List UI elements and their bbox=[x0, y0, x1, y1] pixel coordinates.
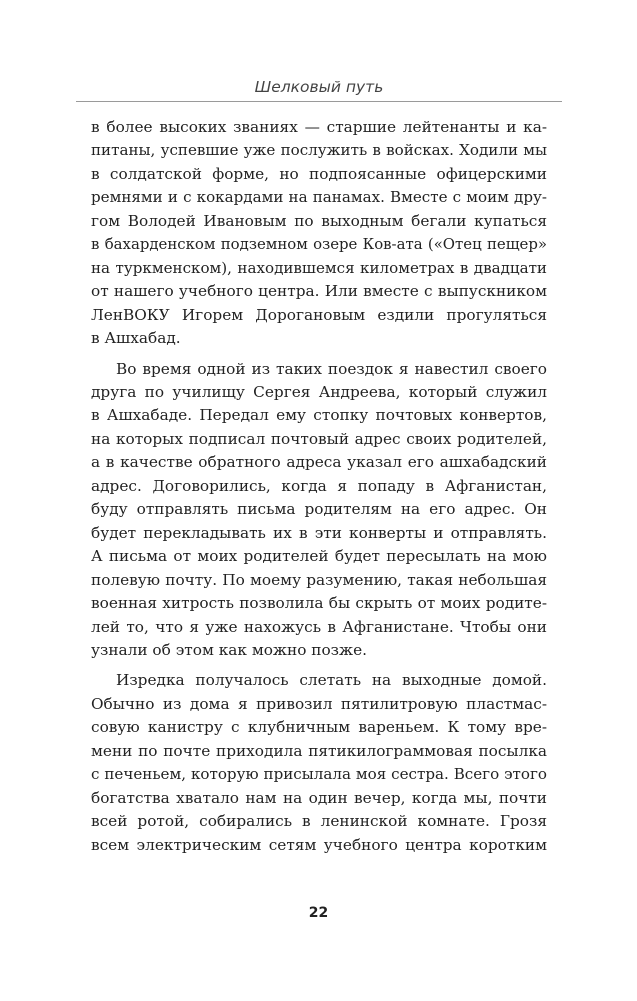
page-number: 22 bbox=[308, 905, 329, 921]
text-line: Изредка получалось слетать на выходные домой. bbox=[116, 671, 547, 690]
header-rule bbox=[76, 101, 562, 102]
text-line: на которых подписал почтовый адрес своих родителей, bbox=[91, 429, 547, 448]
text-line: в более высоких званиях — старшие лейтенанты и ка- bbox=[91, 118, 547, 136]
text-line: гом Володей Ивановым по выходным бегали купаться bbox=[91, 211, 547, 230]
text-line: мени по почте приходила пятикилограммовая посылка bbox=[91, 741, 547, 760]
text-line: в Ашхабаде. Передал ему стопку почтовых конвертов, bbox=[91, 406, 547, 425]
text-line: с печеньем, которую присылала моя сестра. Всего этого bbox=[91, 765, 547, 784]
text-line: друга по училищу Сергея Андреева, который служил bbox=[91, 382, 547, 401]
text-line: всей ротой, собирались в ленинской комнате. Грозя bbox=[91, 812, 547, 831]
text-line: на туркменском), находившемся километрах в двадцати bbox=[91, 258, 547, 277]
text-line: ЛенВОКУ Игорем Дорогановым ездили прогуляться bbox=[91, 305, 547, 324]
text-line: военная хитрость позволила бы скрыть от моих родите- bbox=[91, 594, 547, 613]
text-line: лей то, что я уже нахожусь в Афганистане. Чтобы они bbox=[91, 617, 547, 636]
text-line: Во время одной из таких поездок я навестил своего bbox=[116, 359, 547, 378]
text-line: питаны, успевшие уже послужить в войсках. Ходили мы bbox=[91, 141, 547, 160]
text-line: адрес. Договорились, когда я попаду в Афганистан, bbox=[91, 476, 547, 495]
text-line: в Ашхабад. bbox=[91, 329, 181, 348]
text-line: буду отправлять письма родителям на его адрес. Он bbox=[91, 500, 547, 519]
text-line: в солдатской форме, но подпоясанные офицерскими bbox=[91, 164, 547, 183]
text-line: полевую почту. По моему разумению, такая небольшая bbox=[91, 570, 547, 589]
paragraph-gap bbox=[91, 351, 547, 358]
body-text bbox=[91, 116, 547, 857]
running-head: Шелковый путь bbox=[254, 78, 384, 96]
text-line: всем электрическим сетям учебного центра коротким bbox=[91, 835, 547, 854]
text-line: совую канистру с клубничным вареньем. К тому вре- bbox=[91, 718, 547, 737]
paragraph-3 bbox=[91, 669, 547, 857]
paragraph-gap bbox=[91, 662, 547, 669]
text-line: богатства хватало нам на один вечер, когда мы, почти bbox=[91, 788, 547, 807]
text-line: А письма от моих родителей будет пересылать на мою bbox=[91, 547, 547, 566]
text-line: от нашего учебного центра. Или вместе с выпускником bbox=[91, 282, 547, 301]
text-line: в бахарденском подземном озере Ков-ата («Отец пещер» bbox=[91, 235, 547, 254]
text-line: ремнями и с кокардами на панамах. Вместе с моим дру- bbox=[91, 188, 547, 207]
text-line: Обычно из дома я привозил пятилитровую пластмас- bbox=[91, 694, 547, 713]
text-line: будет перекладывать их в эти конверты и отправлять. bbox=[91, 523, 547, 542]
paragraph-2 bbox=[91, 358, 547, 663]
paragraph-1 bbox=[91, 116, 547, 351]
text-line: узнали об этом как можно позже. bbox=[91, 640, 368, 659]
text-line: а в качестве обратного адреса указал его ашхабадский bbox=[91, 453, 547, 472]
